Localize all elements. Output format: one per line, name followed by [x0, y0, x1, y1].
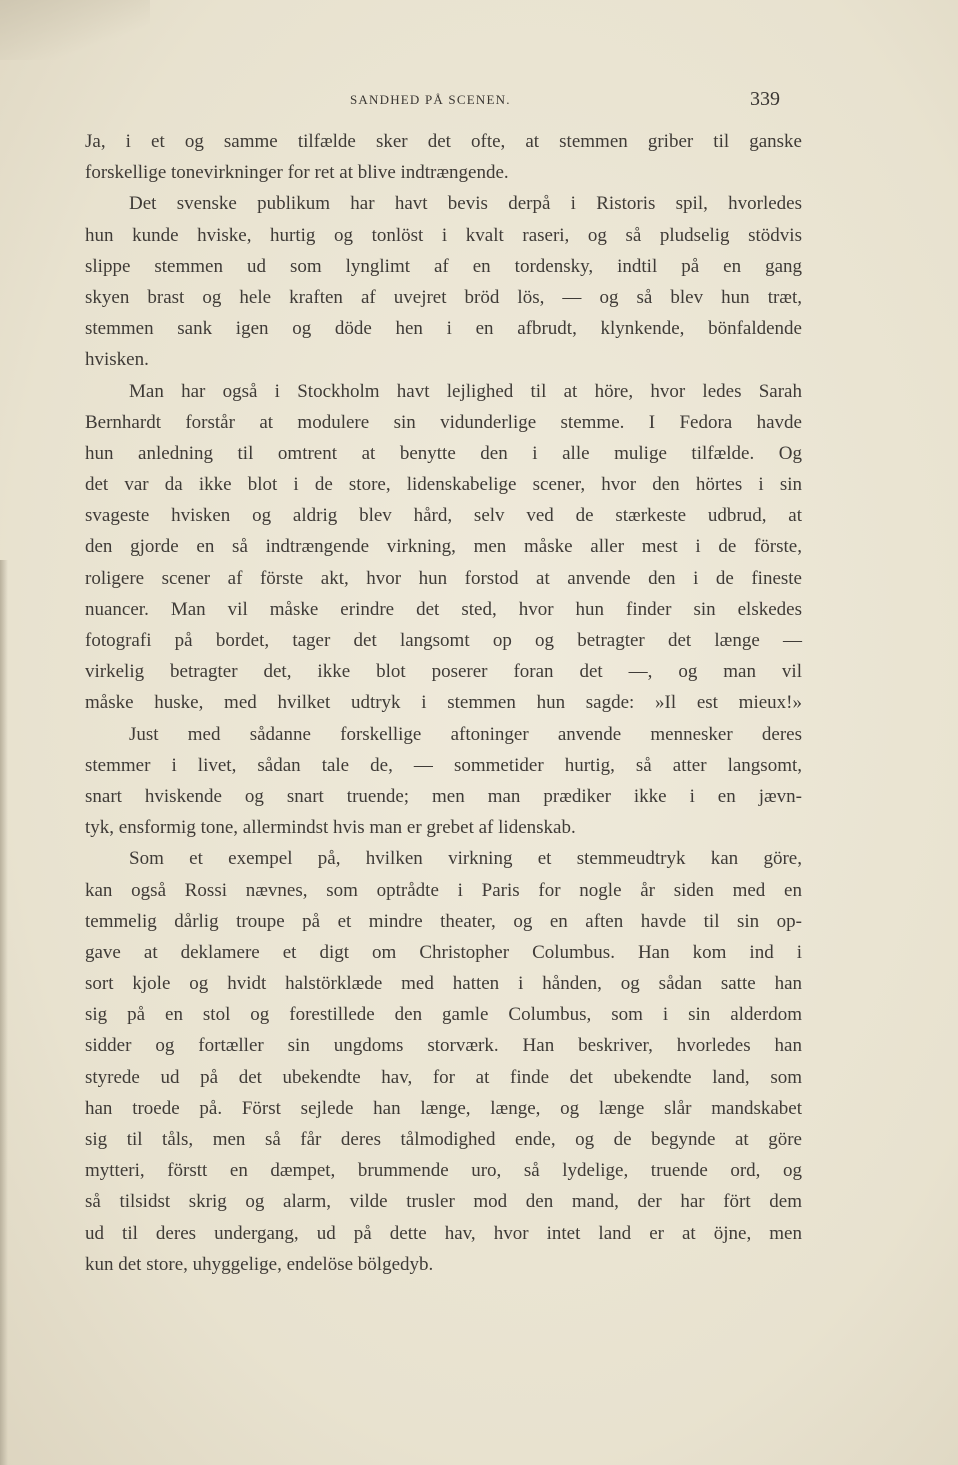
text-line: roligere scener af förste akt, hvor hun forstod at anvende den i de fineste: [85, 567, 802, 589]
text-line: det var da ikke blot i de store, lidenskabelige scener, hvor den hörtes i sin: [85, 474, 802, 496]
text-line: sort kjole og hvidt halstörklæde med hatten i hånden, og sådan satte han: [85, 973, 802, 995]
text-line: Bernhardt forstår at modulere sin vidunderlige stemme. I Fedora havde: [85, 411, 802, 433]
text-line: snart hviskende og snart truende; men man prædiker ikke i en jævn-: [85, 785, 802, 807]
text-line: Som et exempel på, hvilken virkning et stemmeudtryk kan göre,: [129, 848, 802, 870]
text-line: måske huske, med hvilket udtryk i stemmen hun sagde: »Il est mieux!»: [85, 692, 802, 714]
text-line: temmelig dårlig troupe på et mindre theater, og en aften havde til sin op-: [85, 910, 802, 932]
text-line: hun kunde hviske, hurtig og tonlöst i kvalt raseri, og så pludselig stödvis: [85, 224, 802, 246]
text-line: Det svenske publikum har havt bevis derpå i Ristoris spil, hvorledes: [129, 193, 802, 215]
text-line: virkelig betragter det, ikke blot poserer foran det —, og man vil: [85, 661, 802, 683]
text-line: mytteri, förstt en dæmpet, brummende uro, så lydelige, truende ord, og: [85, 1160, 802, 1182]
text-line: så tilsidst skrig og alarm, vilde trusler mod den mand, der har fört dem: [85, 1191, 802, 1213]
text-line: hun anledning til omtrent at benytte den i alle mulige tilfælde. Og: [85, 442, 802, 464]
text-line: Just med sådanne forskellige aftoninger anvende mennesker deres: [129, 723, 802, 745]
page-edge-shadow: [0, 560, 8, 1465]
text-line: han troede på. Först sejlede han længe, længe, og længe slår mandskabet: [85, 1097, 802, 1119]
text-line: den gjorde en så indtrængende virkning, men måske aller mest i de förste,: [85, 536, 802, 558]
running-title: SANDHED PÅ SCENEN.: [350, 92, 511, 107]
text-line: Ja, i et og samme tilfælde sker det ofte, at stemmen griber til ganske: [85, 131, 802, 152]
text-line: gave at deklamere et digt om Christopher Columbus. Han kom ind i: [85, 941, 802, 963]
page-corner-shadow: [0, 0, 150, 60]
text-line: svageste hvisken og aldrig blev hård, selv ved de stærkeste udbrud, at: [85, 505, 802, 527]
text-line: stemmer i livet, sådan tale de, — sommetider hurtig, så atter langsomt,: [85, 754, 802, 776]
text-line: sig til tåls, men så får deres tålmodighed ende, og de begynde at göre: [85, 1129, 802, 1150]
body-text: [85, 126, 802, 1280]
text-line: forskellige tonevirkninger for ret at blive indtrængende.: [85, 162, 509, 184]
text-line: skyen brast og hele kraften af uvejret bröd lös, — og så blev hun træt,: [85, 286, 802, 308]
text-line: ud til deres undergang, ud på dette hav, hvor intet land er at öjne, men: [85, 1222, 802, 1244]
text-line: styrede ud på det ubekendte hav, for at finde det ubekendte land, som: [85, 1066, 802, 1088]
text-line: kun det store, uhyggelige, endelöse bölgedyb.: [85, 1253, 434, 1275]
text-line: stemmen sank igen og döde hen i en afbrudt, klynkende, bönfaldende: [85, 318, 802, 340]
text-line: nuancer. Man vil måske erindre det sted, hvor hun finder sin elskedes: [85, 598, 802, 620]
text-line: fotografi på bordet, tager det langsomt op og betragter det længe —: [85, 630, 802, 651]
text-line: slippe stemmen ud som lynglimt af en tordensky, indtil på en gang: [85, 255, 802, 277]
text-line: Man har også i Stockholm havt lejlighed til at höre, hvor ledes Sarah: [129, 380, 802, 402]
text-line: hvisken.: [85, 349, 149, 371]
page-number: 339: [750, 88, 780, 110]
page-header: [85, 88, 780, 112]
text-line: kan også Rossi nævnes, som optrådte i Paris for nogle år siden med en: [85, 879, 802, 901]
text-line: tyk, ensformig tone, allermindst hvis man er grebet af lidenskab.: [85, 817, 576, 839]
text-line: sig på en stol og forestillede den gamle Columbus, som i sin alderdom: [85, 1004, 802, 1026]
text-line: sidder og fortæller sin ungdoms storværk. Han beskriver, hvorledes han: [85, 1035, 802, 1057]
